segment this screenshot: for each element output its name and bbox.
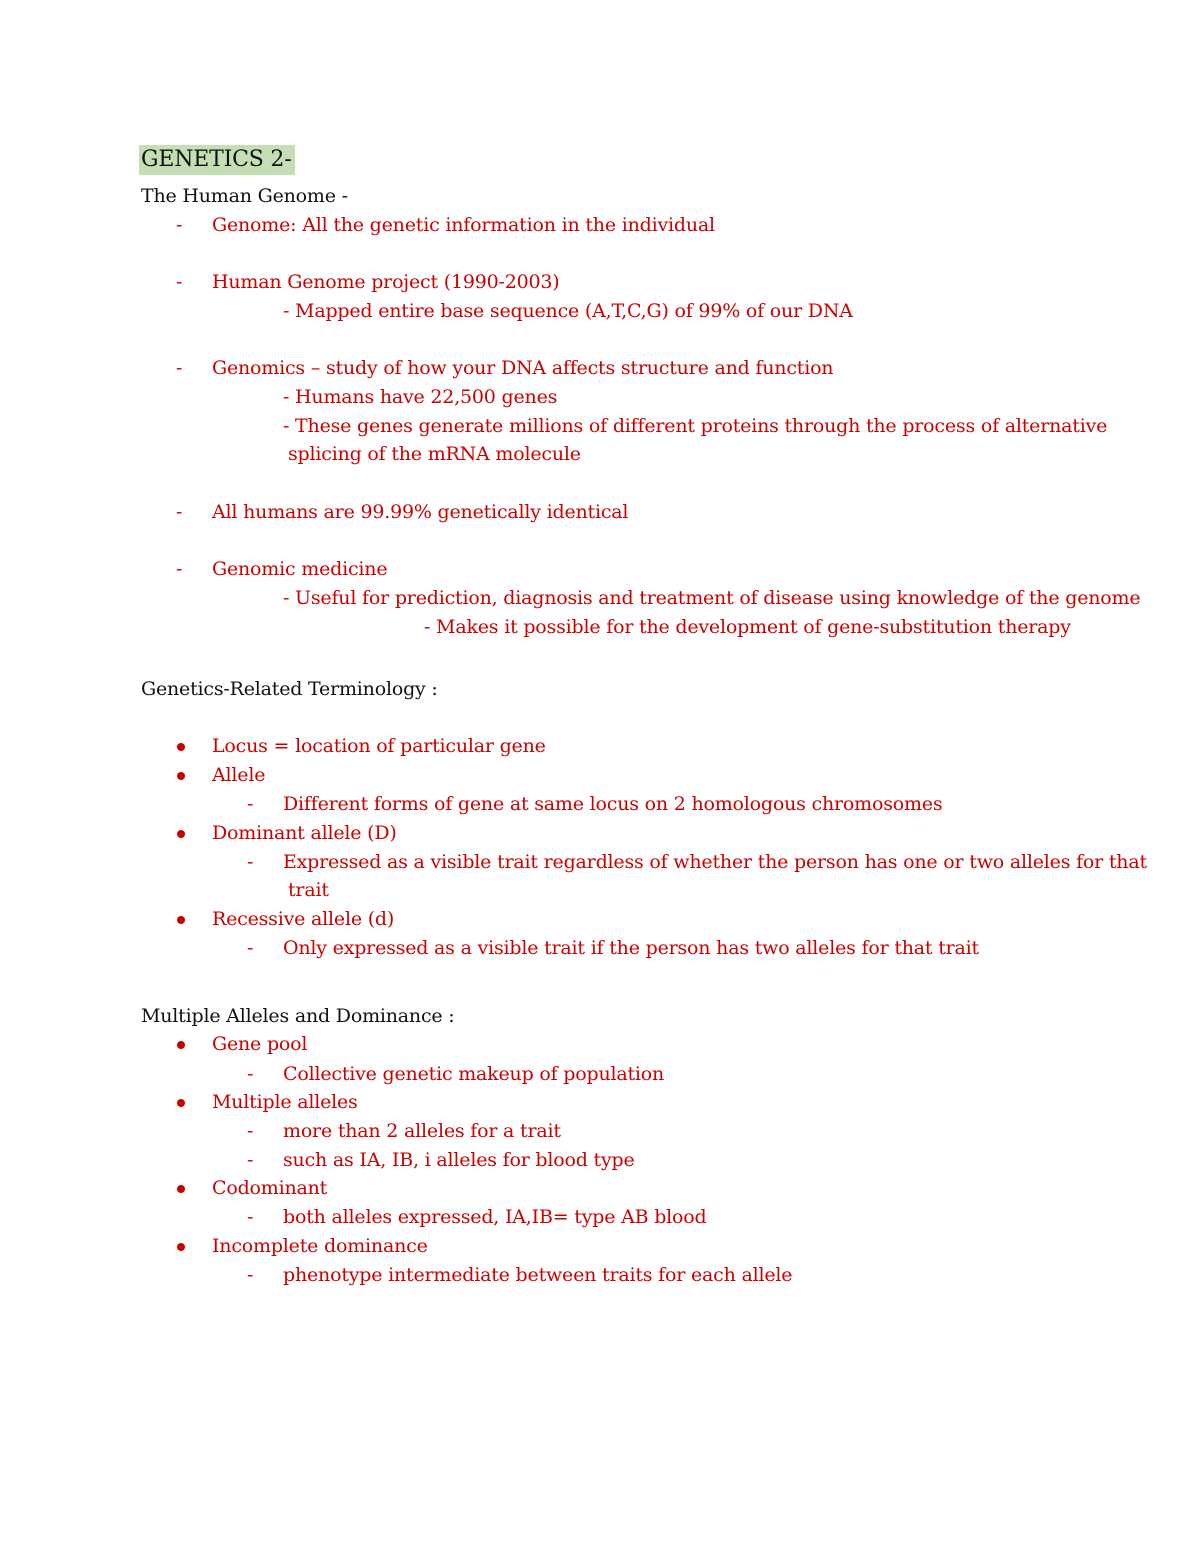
dash-bullet: - — [247, 937, 254, 959]
dash-bullet: - — [247, 793, 254, 815]
dash-bullet: - — [247, 1264, 254, 1286]
genomics-detail-proteins: - These genes generate millions of different proteins through the process of alternative — [283, 415, 1108, 437]
term-multiple-alleles: Multiple alleles — [212, 1091, 358, 1113]
term-dominant-detail: Expressed as a visible trait regardless of whether the person has one or two alleles for that — [283, 851, 1147, 873]
bullet-dot — [177, 1243, 185, 1251]
human-genome-project: Human Genome project (1990-2003) — [212, 271, 560, 293]
section-heading-terminology: Genetics-Related Terminology : — [141, 678, 438, 700]
term-codominant: Codominant — [212, 1177, 328, 1199]
term-dominant-detail-cont: trait — [288, 879, 329, 901]
term-incomplete-detail: phenotype intermediate between traits for each allele — [283, 1264, 793, 1286]
dash-bullet: - — [247, 851, 254, 873]
genomic-medicine-detail: - Useful for prediction, diagnosis and treatment of disease using knowledge of the genome — [283, 587, 1141, 609]
term-multiple-detail-2: such as IA, IB, i alleles for blood type — [283, 1149, 635, 1171]
section-heading-human-genome: The Human Genome - — [141, 185, 348, 207]
genomics-definition: Genomics – study of how your DNA affects structure and function — [212, 357, 834, 379]
bullet-dot — [177, 830, 185, 838]
dash-bullet: - — [247, 1149, 254, 1171]
bullet-dot — [177, 743, 185, 751]
dash-bullet: - — [176, 558, 183, 580]
bullet-dot — [177, 1099, 185, 1107]
bullet-dot — [177, 916, 185, 924]
genomics-detail-genes: - Humans have 22,500 genes — [283, 386, 558, 408]
dash-bullet: - — [247, 1063, 254, 1085]
dash-bullet: - — [176, 357, 183, 379]
dash-bullet: - — [247, 1206, 254, 1228]
term-recessive-allele: Recessive allele (d) — [212, 908, 395, 930]
genomics-detail-proteins-cont: splicing of the mRNA molecule — [288, 443, 581, 465]
term-allele-detail: Different forms of gene at same locus on 2 homologous chromosomes — [283, 793, 943, 815]
genetic-identity: All humans are 99.99% genetically identical — [212, 501, 629, 523]
bullet-dot — [177, 772, 185, 780]
bullet-dot — [177, 1185, 185, 1193]
section-heading-multiple-alleles: Multiple Alleles and Dominance : — [141, 1005, 455, 1027]
term-gene-pool-detail: Collective genetic makeup of population — [283, 1063, 665, 1085]
dash-bullet: - — [176, 214, 183, 236]
term-incomplete-dominance: Incomplete dominance — [212, 1235, 428, 1257]
term-gene-pool: Gene pool — [212, 1033, 308, 1055]
term-dominant-allele: Dominant allele (D) — [212, 822, 397, 844]
dash-bullet: - — [247, 1120, 254, 1142]
dash-bullet: - — [176, 501, 183, 523]
human-genome-project-detail: - Mapped entire base sequence (A,T,C,G) of 99% of our DNA — [283, 300, 853, 322]
term-multiple-detail-1: more than 2 alleles for a trait — [283, 1120, 561, 1142]
term-codominant-detail: both alleles expressed, IA,IB= type AB blood — [283, 1206, 707, 1228]
genome-definition: Genome: All the genetic information in the individual — [212, 214, 715, 236]
genomic-medicine: Genomic medicine — [212, 558, 388, 580]
bullet-dot — [177, 1041, 185, 1049]
dash-bullet: - — [176, 271, 183, 293]
genomic-medicine-therapy: - Makes it possible for the development of gene-substitution therapy — [424, 616, 1071, 638]
term-allele: Allele — [212, 764, 266, 786]
term-locus: Locus = location of particular gene — [212, 735, 546, 757]
page-title: GENETICS 2- — [139, 145, 295, 175]
term-recessive-detail: Only expressed as a visible trait if the person has two alleles for that trait — [283, 937, 979, 959]
